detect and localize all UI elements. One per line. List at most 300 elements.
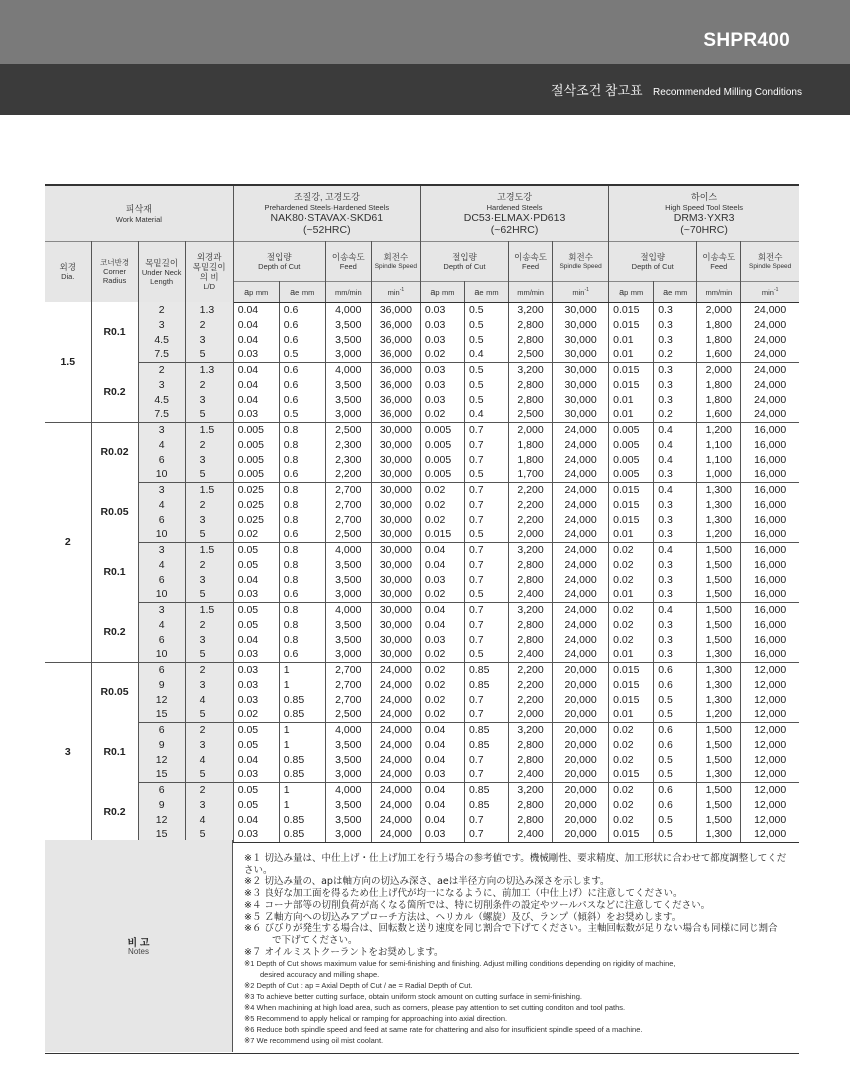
feed-cell: 1,200 bbox=[697, 527, 741, 542]
ld-cell: 3 bbox=[185, 677, 233, 692]
depth-ap-cell: 0.02 bbox=[609, 542, 654, 557]
feed-en: Feed bbox=[339, 261, 357, 271]
spindle-speed-cell: 24,000 bbox=[754, 408, 787, 421]
feed-cell: 2,000 bbox=[509, 527, 553, 542]
spindle-speed-cell: 30,000 bbox=[371, 602, 420, 617]
table-row bbox=[45, 542, 799, 557]
top-bar bbox=[0, 0, 850, 64]
depth-ae-cell: 0.85 bbox=[464, 662, 508, 677]
feed-cell: 2,000 bbox=[697, 302, 741, 317]
spindle-speed-cell: 12,000 bbox=[754, 753, 787, 766]
depth-ap-cell: 0.04 bbox=[420, 602, 464, 617]
depth-ae-cell: 0.85 bbox=[464, 782, 508, 797]
spindle-speed-cell: 24,000 bbox=[371, 797, 420, 812]
spindle-speed-cell: 24,000 bbox=[553, 512, 609, 527]
feed-cell: 3,500 bbox=[325, 332, 371, 347]
ld-cell: 4 bbox=[185, 812, 233, 827]
depth-ae-cell: 0.85 bbox=[279, 812, 325, 827]
spindle-speed-cell: 16,000 bbox=[741, 602, 799, 617]
note-jp-line: ※２ 切込み量の、apは軸方向の切込み深さ、aeは半径方向の切込み深さを示します。 bbox=[244, 876, 610, 888]
ld-cell: 3 bbox=[185, 332, 233, 347]
spindle-speed-cell: 24,000 bbox=[553, 557, 609, 572]
unit-ap: ap mm bbox=[420, 281, 464, 302]
spindle-speed-cell: 16,000 bbox=[754, 573, 787, 586]
spindle-speed-cell: 12,000 bbox=[754, 738, 787, 751]
neck-length-cell: 4 bbox=[138, 557, 185, 572]
table-row bbox=[45, 332, 799, 347]
depth-ae-cell: 0.5 bbox=[464, 362, 508, 377]
depth-ap-cell: 0.02 bbox=[609, 797, 654, 812]
feed-cell: 1,800 bbox=[697, 377, 741, 392]
corner-radius-cell: R0.1 bbox=[91, 722, 138, 782]
spindle-speed-cell: 24,000 bbox=[371, 662, 420, 677]
feed-cell: 3,200 bbox=[509, 362, 553, 377]
depth-ap-cell: 0.04 bbox=[420, 542, 464, 557]
feed-cell: 1,300 bbox=[697, 677, 741, 692]
neck-length-cell: 3 bbox=[138, 422, 185, 437]
feed-cell: 3,000 bbox=[325, 407, 371, 422]
feed-cell: 1,700 bbox=[509, 467, 553, 482]
spindle-speed-cell: 12,000 bbox=[754, 678, 787, 691]
depth-ae-cell: 0.3 bbox=[654, 587, 697, 602]
note-jp-line: ※１ 切込み量は、中仕上げ・仕上げ加工を行う場合の参考値です。機械剛性、要求精度、加工形状に合わせて都度調整してください。 bbox=[244, 853, 787, 876]
depth-ae-cell: 0.5 bbox=[464, 647, 508, 662]
milling-conditions-table bbox=[45, 184, 799, 843]
corner-header-ko: 코너반경 bbox=[100, 258, 130, 268]
spindle-speed-cell: 24,000 bbox=[754, 378, 787, 391]
note-jp-line: で下げてください。 bbox=[272, 934, 358, 946]
spindle-speed-cell: 24,000 bbox=[754, 333, 787, 346]
depth-ap-cell: 0.02 bbox=[420, 677, 464, 692]
depth-ap-cell: 0.04 bbox=[233, 377, 279, 392]
neck-length-cell: 4.5 bbox=[138, 392, 185, 407]
spindle-speed-cell: 36,000 bbox=[371, 362, 420, 377]
depth-ap-cell: 0.015 bbox=[609, 317, 654, 332]
spindle-speed-cell: 24,000 bbox=[553, 587, 609, 602]
neck-length-cell: 4 bbox=[138, 617, 185, 632]
material-header-1 bbox=[233, 185, 420, 241]
product-code: SHPR400 bbox=[703, 30, 790, 51]
feed-cell: 1,500 bbox=[697, 752, 741, 767]
depth-ap-cell: 0.005 bbox=[233, 422, 279, 437]
ld-cell: 5 bbox=[185, 467, 233, 482]
depth-ap-cell: 0.02 bbox=[420, 512, 464, 527]
depth-ae-cell: 0.7 bbox=[464, 572, 508, 587]
neck-length-cell: 15 bbox=[138, 767, 185, 782]
spindle-speed-cell: 30,000 bbox=[371, 557, 420, 572]
table-row bbox=[45, 572, 799, 587]
depth-ap-cell: 0.04 bbox=[233, 812, 279, 827]
depth-ae-cell: 0.7 bbox=[464, 497, 508, 512]
spindle-speed-cell: 24,000 bbox=[754, 348, 787, 361]
feed-cell: 3,200 bbox=[509, 602, 553, 617]
note-en-line: ※4 When machining at high load area, such as corners, please pay attention to set cutting conditon and tool paths. bbox=[244, 1003, 626, 1013]
depth-ap-cell: 0.02 bbox=[609, 602, 654, 617]
table-row bbox=[45, 692, 799, 707]
feed-header bbox=[697, 241, 741, 281]
depth-ap-cell: 0.015 bbox=[609, 302, 654, 317]
feed-cell: 2,700 bbox=[325, 677, 371, 692]
depth-ae-cell: 0.3 bbox=[654, 527, 697, 542]
spindle-speed-cell: 24,000 bbox=[553, 542, 609, 557]
speed-ko: 회전수 bbox=[568, 251, 593, 262]
table-row bbox=[45, 602, 799, 617]
depth-ap-cell: 0.015 bbox=[609, 692, 654, 707]
feed-en: Feed bbox=[710, 261, 728, 271]
depth-ap-cell: 0.005 bbox=[233, 452, 279, 467]
neck-length-cell: 9 bbox=[138, 797, 185, 812]
unit-speed: $\min^{-1}$ bbox=[553, 281, 609, 302]
spindle-speed-cell: 16,000 bbox=[754, 588, 787, 601]
depth-ap-cell: 0.05 bbox=[233, 557, 279, 572]
depth-ae-cell: 0.5 bbox=[464, 377, 508, 392]
feed-cell: 2,800 bbox=[509, 557, 553, 572]
corner-radius-cell: R0.1 bbox=[91, 542, 138, 602]
depth-ap-cell: 0.04 bbox=[233, 392, 279, 407]
feed-cell: 1,500 bbox=[697, 722, 741, 737]
speed-ko: 회전수 bbox=[383, 251, 409, 262]
table-row bbox=[45, 392, 799, 407]
spindle-speed-cell: 24,000 bbox=[553, 497, 609, 512]
work-material-en: Work Material bbox=[115, 215, 162, 225]
depth-ap-cell: 0.005 bbox=[233, 467, 279, 482]
feed-cell: 3,000 bbox=[325, 347, 371, 362]
table-row bbox=[45, 407, 799, 422]
feed-cell: 1,800 bbox=[697, 332, 741, 347]
depth-ae-cell: 0.7 bbox=[464, 752, 508, 767]
neck-length-cell: 15 bbox=[138, 707, 185, 722]
spindle-speed-cell: 30,000 bbox=[371, 467, 420, 482]
corner-radius-cell: R0.2 bbox=[91, 362, 138, 422]
dia-header-en: Dia. bbox=[61, 272, 75, 282]
spindle-speed-cell: 30,000 bbox=[553, 347, 609, 362]
spindle-speed-cell: 36,000 bbox=[371, 317, 420, 332]
unit-ae: ae mm bbox=[654, 281, 697, 302]
material-ko: 하이스 bbox=[691, 192, 718, 203]
feed-cell: 1,600 bbox=[697, 407, 741, 422]
feed-cell: 3,500 bbox=[325, 632, 371, 647]
depth-ap-cell: 0.03 bbox=[233, 767, 279, 782]
depth-ap-cell: 0.03 bbox=[233, 407, 279, 422]
table-row bbox=[45, 617, 799, 632]
spindle-speed-cell: 30,000 bbox=[553, 332, 609, 347]
feed-cell: 2,800 bbox=[509, 632, 553, 647]
spindle-speed-cell: 24,000 bbox=[553, 632, 609, 647]
notes-label-ko: 비 고 bbox=[127, 938, 150, 949]
feed-cell: 3,200 bbox=[509, 302, 553, 317]
feed-cell: 2,300 bbox=[325, 452, 371, 467]
depth-ap-cell: 0.015 bbox=[609, 482, 654, 497]
depth-ap-cell: 0.005 bbox=[233, 437, 279, 452]
depth-ae-cell: 0.6 bbox=[279, 467, 325, 482]
depth-ae-cell: 0.8 bbox=[279, 602, 325, 617]
depth-ae-cell: 0.7 bbox=[464, 632, 508, 647]
table-row bbox=[45, 557, 799, 572]
feed-cell: 2,700 bbox=[325, 497, 371, 512]
spindle-speed-cell: 16,000 bbox=[754, 498, 787, 511]
depth-ae-cell: 0.85 bbox=[464, 737, 508, 752]
note-en-line: ※2 Depth of Cut : ap = Axial Depth of Cut / ae = Radial Depth of Cut. bbox=[244, 981, 473, 991]
spindle-speed-cell: 24,000 bbox=[754, 303, 787, 316]
spindle-speed-cell: 20,000 bbox=[553, 752, 609, 767]
depth-ae-cell: 0.7 bbox=[464, 482, 508, 497]
depth-ap-cell: 0.04 bbox=[420, 737, 464, 752]
spindle-speed-cell: 16,000 bbox=[741, 422, 799, 437]
spindle-speed-cell: 30,000 bbox=[371, 632, 420, 647]
depth-ae-cell: 0.3 bbox=[654, 647, 697, 662]
spindle-speed-cell: 12,000 bbox=[741, 722, 799, 737]
depth-ap-cell: 0.03 bbox=[420, 377, 464, 392]
feed-cell: 1,300 bbox=[697, 647, 741, 662]
feed-cell: 2,800 bbox=[509, 797, 553, 812]
feed-ko: 이송속도 bbox=[331, 251, 365, 262]
feed-cell: 3,500 bbox=[325, 752, 371, 767]
spindle-speed-cell: 16,000 bbox=[754, 468, 787, 481]
neck-length-cell: 12 bbox=[138, 812, 185, 827]
spindle-speed-cell: 30,000 bbox=[553, 392, 609, 407]
table-row bbox=[45, 587, 799, 602]
spindle-speed-cell: 20,000 bbox=[553, 812, 609, 827]
depth-ap-cell: 0.05 bbox=[233, 797, 279, 812]
neck-length-header bbox=[138, 241, 185, 302]
depth-ae-cell: 1 bbox=[279, 662, 325, 677]
notes-section bbox=[45, 840, 799, 1054]
depth-ap-cell: 0.015 bbox=[609, 662, 654, 677]
ld-cell: 2 bbox=[185, 557, 233, 572]
depth-ae-cell: 1 bbox=[279, 737, 325, 752]
neck-length-cell: 3 bbox=[138, 602, 185, 617]
spindle-speed-cell: 20,000 bbox=[553, 797, 609, 812]
spindle-speed-cell: 30,000 bbox=[371, 497, 420, 512]
feed-cell: 4,000 bbox=[325, 602, 371, 617]
depth-ap-cell: 0.02 bbox=[609, 572, 654, 587]
feed-cell: 3,000 bbox=[325, 587, 371, 602]
feed-cell: 2,000 bbox=[509, 422, 553, 437]
feed-cell: 2,300 bbox=[325, 437, 371, 452]
feed-cell: 3,200 bbox=[509, 722, 553, 737]
depth-ap-cell: 0.03 bbox=[420, 392, 464, 407]
depth-ap-cell: 0.015 bbox=[420, 527, 464, 542]
spindle-speed-cell: 24,000 bbox=[553, 452, 609, 467]
dia-header bbox=[45, 241, 91, 302]
spindle-speed-cell: 16,000 bbox=[754, 633, 787, 646]
material-name: DC53·ELMAX·PD613 bbox=[463, 212, 566, 225]
spindle-speed-cell: 20,000 bbox=[553, 827, 609, 842]
depth-ap-cell: 0.01 bbox=[609, 707, 654, 722]
spindle-speed-cell: 16,000 bbox=[741, 542, 799, 557]
corner-radius-cell: R0.05 bbox=[91, 482, 138, 542]
spindle-speed-cell: 16,000 bbox=[754, 453, 787, 466]
depth-header bbox=[609, 241, 697, 281]
ld-cell: 2 bbox=[185, 317, 233, 332]
dia-cell: 3 bbox=[45, 662, 91, 842]
material-name: NAK80·STAVAX·SKD61 bbox=[270, 212, 384, 225]
depth-ae-cell: 0.5 bbox=[464, 587, 508, 602]
feed-cell: 2,800 bbox=[509, 317, 553, 332]
feed-cell: 2,800 bbox=[509, 617, 553, 632]
ld-cell: 3 bbox=[185, 392, 233, 407]
spindle-speed-cell: 30,000 bbox=[371, 437, 420, 452]
unit-ap: ap mm bbox=[233, 281, 279, 302]
ld-cell: 5 bbox=[185, 707, 233, 722]
feed-cell: 2,400 bbox=[509, 767, 553, 782]
depth-ap-cell: 0.03 bbox=[420, 302, 464, 317]
feed-cell: 1,500 bbox=[697, 812, 741, 827]
spindle-speed-cell: 30,000 bbox=[371, 542, 420, 557]
depth-ae-cell: 0.8 bbox=[279, 617, 325, 632]
depth-ap-cell: 0.005 bbox=[609, 437, 654, 452]
depth-ap-cell: 0.005 bbox=[420, 467, 464, 482]
spindle-speed-cell: 24,000 bbox=[371, 782, 420, 797]
corner-radius-cell: R0.02 bbox=[91, 422, 138, 482]
spindle-speed-cell: 24,000 bbox=[371, 752, 420, 767]
speed-en: Spindle Speed bbox=[374, 262, 418, 270]
depth-ae-cell: 0.2 bbox=[654, 347, 697, 362]
feed-cell: 2,000 bbox=[697, 362, 741, 377]
unit-feed: mm/min bbox=[325, 281, 371, 302]
depth-ap-cell: 0.02 bbox=[420, 647, 464, 662]
feed-cell: 2,500 bbox=[325, 707, 371, 722]
note-jp-line: ※４ コーナ部等の切削負荷が高くなる箇所では、特に切削条件の設定やツールパスなどに注意してください。 bbox=[244, 899, 711, 911]
feed-cell: 3,000 bbox=[325, 827, 371, 842]
depth-ae-cell: 0.6 bbox=[654, 722, 697, 737]
depth-ae-cell: 0.4 bbox=[654, 482, 697, 497]
depth-ae-cell: 0.85 bbox=[464, 722, 508, 737]
neck-length-cell: 2 bbox=[138, 362, 185, 377]
table-row bbox=[45, 632, 799, 647]
depth-ap-cell: 0.05 bbox=[233, 542, 279, 557]
ld-cell: 2 bbox=[185, 377, 233, 392]
depth-ap-cell: 0.01 bbox=[609, 587, 654, 602]
note-en-line: ※5 Recommend to apply helical or ramping for approaching into axial direction. bbox=[244, 1014, 508, 1024]
neck-length-cell: 4 bbox=[138, 437, 185, 452]
spindle-speed-cell: 30,000 bbox=[371, 587, 420, 602]
spindle-speed-cell: 30,000 bbox=[371, 422, 420, 437]
ld-cell: 5 bbox=[185, 407, 233, 422]
depth-ae-cell: 0.4 bbox=[654, 542, 697, 557]
spindle-speed-cell: 20,000 bbox=[553, 662, 609, 677]
feed-cell: 1,500 bbox=[697, 587, 741, 602]
feed-cell: 2,800 bbox=[509, 392, 553, 407]
feed-cell: 3,500 bbox=[325, 617, 371, 632]
depth-ae-cell: 0.85 bbox=[279, 707, 325, 722]
feed-cell: 1,100 bbox=[697, 437, 741, 452]
ld-header-ko3: 의 비 bbox=[199, 272, 219, 283]
spindle-speed-cell: 24,000 bbox=[754, 318, 787, 331]
feed-cell: 2,200 bbox=[509, 512, 553, 527]
depth-ap-cell: 0.02 bbox=[420, 497, 464, 512]
ld-cell: 5 bbox=[185, 647, 233, 662]
note-jp-line: ※６ びびりが発生する場合は、回転数と送り速度を同じ割合で下げてください。主軸回転数が足りない場合も同様に同じ割合 bbox=[244, 923, 778, 935]
dia-cell: 1.5 bbox=[45, 302, 91, 422]
depth-ae-cell: 0.4 bbox=[464, 347, 508, 362]
dia-header-ko: 외경 bbox=[59, 262, 76, 273]
depth-ae-cell: 0.4 bbox=[654, 602, 697, 617]
material-hrc: (~52HRC) bbox=[303, 224, 351, 237]
spindle-speed-cell: 24,000 bbox=[553, 437, 609, 452]
depth-ap-cell: 0.005 bbox=[420, 452, 464, 467]
feed-cell: 1,800 bbox=[509, 452, 553, 467]
feed-cell: 1,800 bbox=[509, 437, 553, 452]
depth-ap-cell: 0.015 bbox=[609, 827, 654, 842]
neck-length-cell: 7.5 bbox=[138, 407, 185, 422]
title-bar bbox=[0, 64, 850, 115]
depth-ap-cell: 0.01 bbox=[609, 647, 654, 662]
depth-ap-cell: 0.02 bbox=[420, 662, 464, 677]
depth-ap-cell: 0.02 bbox=[420, 707, 464, 722]
page-title-en: Recommended Milling Conditions bbox=[653, 87, 802, 98]
depth-ap-cell: 0.04 bbox=[233, 362, 279, 377]
depth-ae-cell: 0.5 bbox=[654, 827, 697, 842]
unit-speed: $\min^{-1}$ bbox=[741, 281, 799, 302]
table-row bbox=[45, 437, 799, 452]
corner-radius-cell: R0.2 bbox=[91, 782, 138, 842]
ld-cell: 1.5 bbox=[185, 602, 233, 617]
speed-en: Spindle Speed bbox=[749, 262, 792, 270]
depth-ae-cell: 0.5 bbox=[464, 467, 508, 482]
spindle-speed-cell: 16,000 bbox=[754, 618, 787, 631]
table-row bbox=[45, 452, 799, 467]
feed-cell: 2,400 bbox=[509, 827, 553, 842]
feed-cell: 1,300 bbox=[697, 767, 741, 782]
spindle-speed-cell: 30,000 bbox=[371, 482, 420, 497]
material-hrc: (~70HRC) bbox=[680, 224, 728, 237]
neck-length-cell: 3 bbox=[138, 317, 185, 332]
depth-ap-cell: 0.05 bbox=[233, 737, 279, 752]
ld-cell: 5 bbox=[185, 587, 233, 602]
depth-ap-cell: 0.02 bbox=[233, 707, 279, 722]
feed-cell: 1,500 bbox=[697, 797, 741, 812]
feed-cell: 1,100 bbox=[697, 452, 741, 467]
depth-ae-cell: 0.4 bbox=[464, 407, 508, 422]
ld-cell: 3 bbox=[185, 512, 233, 527]
depth-ap-cell: 0.015 bbox=[609, 512, 654, 527]
ld-cell: 2 bbox=[185, 782, 233, 797]
neck-length-cell: 6 bbox=[138, 632, 185, 647]
spindle-speed-cell: 30,000 bbox=[553, 362, 609, 377]
depth-ae-cell: 0.4 bbox=[654, 422, 697, 437]
depth-ae-cell: 0.3 bbox=[654, 467, 697, 482]
feed-cell: 2,400 bbox=[509, 587, 553, 602]
ld-header-en: L/D bbox=[203, 282, 215, 292]
spindle-speed-cell: 24,000 bbox=[371, 707, 420, 722]
note-jp-line: ※７ オイルミストクーラントをお奨めします。 bbox=[244, 946, 444, 958]
depth-en: Depth of Cut bbox=[258, 261, 301, 271]
table-row bbox=[45, 767, 799, 782]
spindle-speed-cell: 36,000 bbox=[371, 302, 420, 317]
spindle-speed-cell: 12,000 bbox=[741, 662, 799, 677]
feed-cell: 1,000 bbox=[697, 467, 741, 482]
depth-ae-cell: 0.7 bbox=[464, 812, 508, 827]
table-row bbox=[45, 752, 799, 767]
ld-cell: 1.5 bbox=[185, 542, 233, 557]
unit-feed: mm/min bbox=[509, 281, 553, 302]
table-row bbox=[45, 422, 799, 437]
spindle-speed-cell: 12,000 bbox=[741, 827, 799, 842]
depth-ae-cell: 0.3 bbox=[654, 512, 697, 527]
feed-cell: 1,500 bbox=[697, 572, 741, 587]
depth-ap-cell: 0.04 bbox=[420, 557, 464, 572]
depth-ap-cell: 0.02 bbox=[609, 632, 654, 647]
depth-ap-cell: 0.02 bbox=[609, 557, 654, 572]
neck-length-cell: 12 bbox=[138, 692, 185, 707]
depth-ae-cell: 0.8 bbox=[279, 572, 325, 587]
unit-ae: ae mm bbox=[464, 281, 508, 302]
spindle-speed-cell: 16,000 bbox=[741, 482, 799, 497]
feed-ko: 이송속도 bbox=[702, 251, 736, 262]
page-title-ko: 절삭조건 참고표 bbox=[551, 83, 643, 98]
table-row bbox=[45, 467, 799, 482]
